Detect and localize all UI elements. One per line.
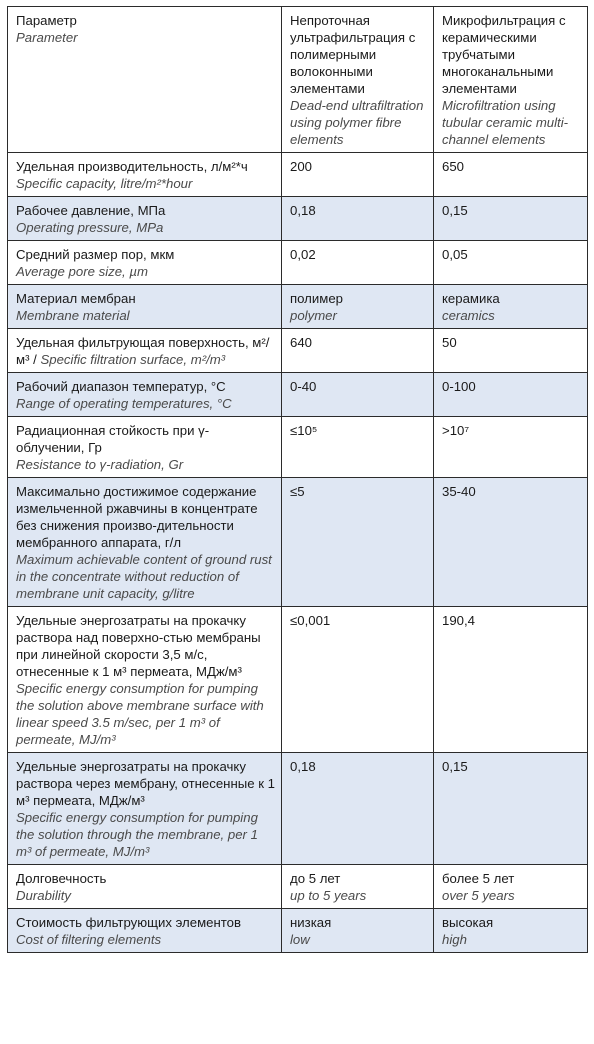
microfiltration-value: 650 — [434, 153, 588, 197]
header-row — [8, 7, 588, 153]
header-ultrafiltration-en: Dead-end ultrafiltration using polymer fibre elements — [290, 98, 424, 147]
parameter-cell — [8, 241, 282, 285]
parameter-ru: Максимально достижимое содержание измельченной ржавчины в концентрате без снижения произво-дительности мембранного аппарата, г/л — [16, 484, 258, 550]
microfiltration-value: >10⁷ — [434, 417, 588, 478]
ultrafiltration-value: до 5 лет — [290, 871, 341, 886]
microfiltration-value: более 5 лет — [442, 871, 515, 886]
parameter-en: Membrane material — [16, 308, 130, 323]
parameter-cell — [8, 865, 282, 909]
row-pore-size — [8, 241, 588, 285]
microfiltration-value: высокая — [442, 915, 494, 930]
ultrafiltration-value: 0,02 — [282, 241, 434, 285]
row-rust-content — [8, 478, 588, 607]
ultrafiltration-value: ≤0,001 — [282, 607, 434, 753]
ultrafiltration-value-en: low — [290, 932, 310, 947]
microfiltration-value-en: over 5 years — [442, 888, 515, 903]
microfiltration-value: 50 — [434, 329, 588, 373]
parameter-cell — [8, 285, 282, 329]
parameter-ru: Радиационная стойкость при γ-облучении, Гр — [16, 423, 210, 455]
parameter-ru: Удельная производительность, л/м²*ч — [16, 159, 248, 174]
ultrafiltration-value-cell — [282, 285, 434, 329]
parameter-cell — [8, 607, 282, 753]
ultrafiltration-value-en: up to 5 years — [290, 888, 367, 903]
ultrafiltration-value: 0,18 — [282, 753, 434, 865]
parameter-cell — [8, 909, 282, 953]
microfiltration-value: 0-100 — [434, 373, 588, 417]
parameter-en: Specific energy consumption for pumping the solution above membrane surface with linear speed 3.5 m/sec, per 1 m³ of permeate, MJ/m³ — [16, 681, 264, 747]
microfiltration-value: 0,15 — [434, 197, 588, 241]
row-specific-capacity — [8, 153, 588, 197]
parameter-en: Durability — [16, 888, 71, 903]
parameter-en: Cost of filtering elements — [16, 932, 162, 947]
ultrafiltration-value: 200 — [282, 153, 434, 197]
header-ultrafiltration-ru: Непроточная ультрафильтрация с полимерными волоконными элементами — [290, 13, 416, 96]
microfiltration-value: 0,05 — [434, 241, 588, 285]
ultrafiltration-value: 0-40 — [282, 373, 434, 417]
row-durability — [8, 865, 588, 909]
parameter-ru: Рабочее давление, МПа — [16, 203, 166, 218]
ultrafiltration-value: полимер — [290, 291, 343, 306]
parameter-en: Average pore size, µm — [16, 264, 148, 279]
parameter-en: Specific energy consumption for pumping the solution through the membrane, per 1 m³ of permeate, MJ/m³ — [16, 810, 258, 859]
header-ultrafiltration-cell — [282, 7, 434, 153]
ultrafiltration-value-cell — [282, 865, 434, 909]
parameter-en: Specific capacity, litre/m²*hour — [16, 176, 193, 191]
row-filtration-surface — [8, 329, 588, 373]
parameter-en: Resistance to γ-radiation, Gr — [16, 457, 184, 472]
microfiltration-value-en: ceramics — [442, 308, 495, 323]
ultrafiltration-value: ≤5 — [282, 478, 434, 607]
parameter-cell — [8, 417, 282, 478]
header-microfiltration-en: Microfiltration using tubular ceramic multi-channel elements — [442, 98, 569, 147]
microfiltration-value: 190,4 — [434, 607, 588, 753]
row-energy-above-membrane — [8, 607, 588, 753]
microfiltration-value: 0,15 — [434, 753, 588, 865]
header-parameter-en: Parameter — [16, 30, 78, 45]
row-energy-through-membrane — [8, 753, 588, 865]
header-parameter-ru: Параметр — [16, 13, 77, 28]
parameter-en: Maximum achievable content of ground rust in the concentrate without reduction of membrane unit capacity, g/litre — [16, 552, 272, 601]
header-microfiltration-ru: Микрофильтрация с керамическими трубчатыми многоканальными элементами — [442, 13, 566, 96]
parameter-ru: Удельные энергозатраты на прокачку раствора над поверхно-стью мембраны при линейной скорости 3,5 м/с, отнесенные к 1 м³ пермеата, МДж/м³ — [16, 613, 261, 679]
comparison-table — [7, 6, 588, 953]
microfiltration-value-cell — [434, 285, 588, 329]
parameter-ru: Рабочий диапазон температур, °С — [16, 379, 226, 394]
ultrafiltration-value: 640 — [282, 329, 434, 373]
parameter-cell — [8, 329, 282, 373]
parameter-en: Operating pressure, MPa — [16, 220, 164, 235]
row-temperature-range — [8, 373, 588, 417]
microfiltration-value: керамика — [442, 291, 500, 306]
parameter-ru: Долговечность — [16, 871, 107, 886]
row-radiation-resistance — [8, 417, 588, 478]
ultrafiltration-value-cell — [282, 909, 434, 953]
parameter-cell — [8, 197, 282, 241]
parameter-ru: Стоимость фильтрующих элементов — [16, 915, 242, 930]
parameter-cell — [8, 478, 282, 607]
parameter-ru: Удельная фильтрующая поверхность, м²/м³ / — [16, 335, 270, 367]
parameter-ru: Средний размер пор, мкм — [16, 247, 175, 262]
ultrafiltration-value-en: polymer — [290, 308, 337, 323]
ultrafiltration-value: низкая — [290, 915, 332, 930]
row-element-cost — [8, 909, 588, 953]
row-operating-pressure — [8, 197, 588, 241]
row-membrane-material — [8, 285, 588, 329]
parameter-en: Range of operating temperatures, °C — [16, 396, 232, 411]
parameter-cell — [8, 373, 282, 417]
parameter-en: Specific filtration surface, m²/m³ — [40, 352, 226, 367]
parameter-cell — [8, 153, 282, 197]
ultrafiltration-value: 0,18 — [282, 197, 434, 241]
microfiltration-value-cell — [434, 865, 588, 909]
parameter-cell — [8, 753, 282, 865]
microfiltration-value-cell — [434, 909, 588, 953]
parameter-ru: Удельные энергозатраты на прокачку раствора через мембрану, отнесенные к 1 м³ пермеата, МДж/м³ — [16, 759, 275, 808]
microfiltration-value: 35-40 — [434, 478, 588, 607]
ultrafiltration-value: ≤10⁵ — [282, 417, 434, 478]
header-parameter-cell — [8, 7, 282, 153]
header-microfiltration-cell — [434, 7, 588, 153]
microfiltration-value-en: high — [442, 932, 467, 947]
parameter-ru: Материал мембран — [16, 291, 136, 306]
